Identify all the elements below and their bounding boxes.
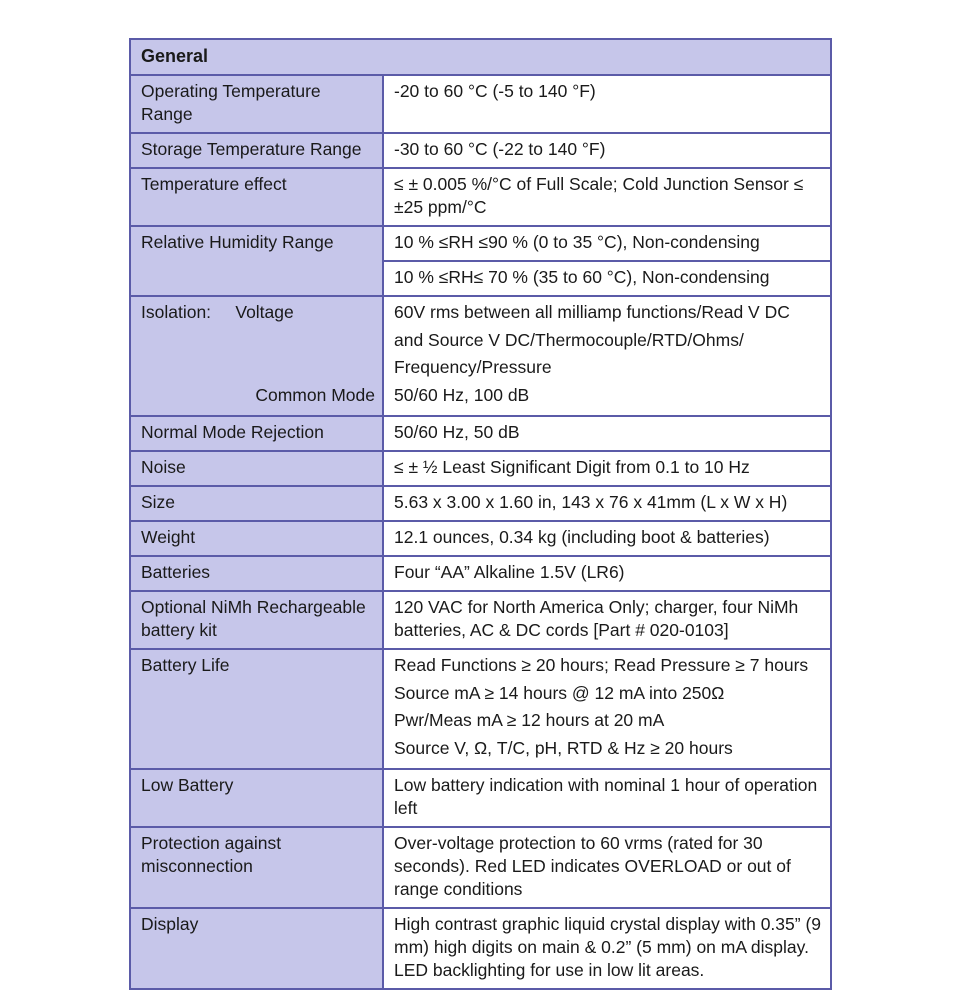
battery-life-line: Read Functions ≥ 20 hours; Read Pressure ≥ 7 hours [394,655,809,675]
table-row [130,133,831,168]
table-row [130,168,831,226]
table-row [130,591,831,649]
row-label: Relative Humidity Range [130,226,383,296]
isolation-voltage-line: and Source V DC/Thermocouple/RTD/Ohms/ [394,329,744,350]
isolation-label: Isolation: [141,302,212,322]
table-row [130,556,831,591]
row-value: Four “AA” Alkaline 1.5V (LR6) [383,556,831,591]
specifications-table [129,38,832,990]
section-header: General [130,39,831,75]
row-value: 120 VAC for North America Only; charger, four NiMh batteries, AC & DC cords [Part # 020-0103] [383,591,831,649]
table-row [130,769,831,827]
row-label: Size [130,486,383,521]
isolation-top-line [141,301,373,324]
isolation-label-cell [130,296,383,416]
table-row [130,827,831,908]
common-mode-label: Common Mode [255,385,375,405]
isolation-common-mode-value: 50/60 Hz, 100 dB [394,384,530,405]
row-label: Noise [130,451,383,486]
row-value: -30 to 60 °C (-22 to 140 °F) [383,133,831,168]
isolation-voltage-line: Frequency/Pressure [394,357,552,377]
row-label: Low Battery [130,769,383,827]
voltage-label: Voltage [235,302,294,322]
table-row [130,521,831,556]
row-value: 50/60 Hz, 50 dB [383,416,831,451]
row-label: Batteries [130,556,383,591]
row-label: Operating Temperature Range [130,75,383,133]
row-value: ≤ ± 0.005 %/°C of Full Scale; Cold Junction Sensor ≤ ±25 ppm/°C [383,168,831,226]
battery-life-line: Source V, Ω, T/C, pH, RTD & Hz ≥ 20 hours [394,737,733,758]
row-value: Low battery indication with nominal 1 hour of operation left [383,769,831,827]
row-label: Protection against misconnection [130,827,383,908]
battery-life-line: Source mA ≥ 14 hours @ 12 mA into 250Ω [394,682,725,703]
row-value: Over-voltage protection to 60 vrms (rated for 30 seconds). Red LED indicates OVERLOAD or out of range conditions [383,827,831,908]
table-row [130,296,831,416]
header-row [130,39,831,75]
isolation-value-cell [383,296,831,416]
table-row [130,226,831,261]
table-row [130,486,831,521]
row-label: Display [130,908,383,989]
row-label: Temperature effect [130,168,383,226]
row-label: Optional NiMh Rechargeable battery kit [130,591,383,649]
battery-life-value-cell [383,649,831,769]
row-label: Battery Life [130,649,383,769]
row-value: 10 % ≤RH ≤90 % (0 to 35 °C), Non-condensing [383,226,831,261]
table-row [130,75,831,133]
row-value: ≤ ± ½ Least Significant Digit from 0.1 to 10 Hz [383,451,831,486]
row-value: 5.63 x 3.00 x 1.60 in, 143 x 76 x 41mm (L x W x H) [383,486,831,521]
row-value: -20 to 60 °C (-5 to 140 °F) [383,75,831,133]
table-row [130,416,831,451]
table-row [130,451,831,486]
table-row [130,908,831,989]
row-label: Normal Mode Rejection [130,416,383,451]
table-row [130,649,831,769]
row-value: 10 % ≤RH≤ 70 % (35 to 60 °C), Non-condensing [383,261,831,296]
row-label: Storage Temperature Range [130,133,383,168]
isolation-voltage-line: 60V rms between all milliamp functions/Read V DC [394,302,790,322]
row-value: 12.1 ounces, 0.34 kg (including boot & batteries) [383,521,831,556]
row-value: High contrast graphic liquid crystal display with 0.35” (9 mm) high digits on main & 0.2” (5 mm) on mA display. LED backlighting for use in low lit areas. [383,908,831,989]
battery-life-line: Pwr/Meas mA ≥ 12 hours at 20 mA [394,710,665,730]
row-label: Weight [130,521,383,556]
